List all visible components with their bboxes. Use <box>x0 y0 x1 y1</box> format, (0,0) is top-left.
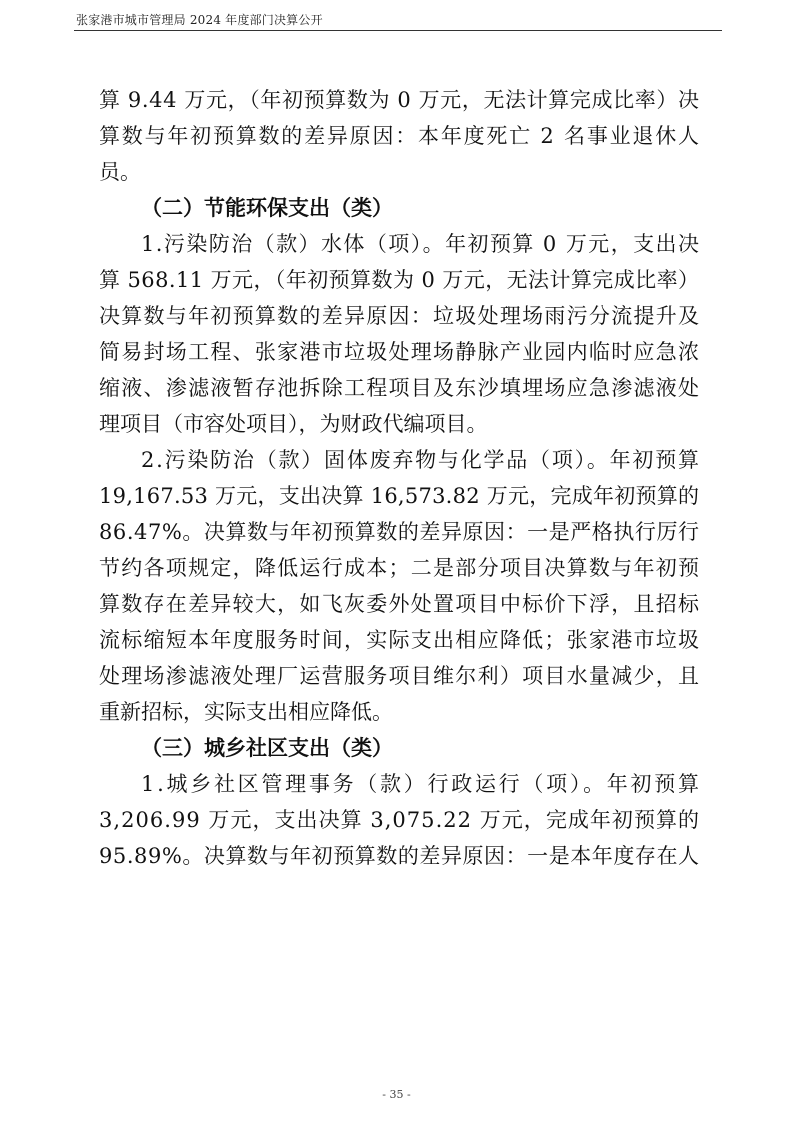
text-line: 1.污染防治（款）水体（项）。年初预算 0 万元，支出决 <box>141 232 701 256</box>
text-line: 算数存在差异较大，如飞灰委外处置项目中标价下浮，且招标 <box>99 592 701 616</box>
section-heading: （二）节能环保支出（类） <box>141 195 393 220</box>
document-body <box>99 82 702 874</box>
text-line: 理项目（市容处项目），为财政代编项目。 <box>99 412 488 436</box>
text-line: 算 568.11 万元，（年初预算数为 0 万元，无法计算完成比率） <box>99 268 700 292</box>
text-line: 决算数与年初预算数的差异原因：垃圾处理场雨污分流提升及 <box>99 304 701 328</box>
text-line: 19,167.53 万元，支出决算 16,573.82 万元，完成年初预算的 <box>99 484 700 508</box>
text-line: 86.47%。决算数与年初预算数的差异原因：一是严格执行厉行 <box>99 520 700 544</box>
paragraph-lines <box>99 82 702 874</box>
text-line: 员。 <box>99 160 141 184</box>
text-line: 流标缩短本年度服务时间，实际支出相应降低；张家港市垃圾 <box>99 628 701 652</box>
section-heading: （三）城乡社区支出（类） <box>141 735 393 760</box>
header-rule <box>74 30 722 31</box>
document-header: 张家港市城市管理局 2024 年度部门决算公开 <box>76 13 323 27</box>
page-number: - 35 - <box>382 1088 411 1101</box>
text-line: 3,206.99 万元，支出决算 3,075.22 万元，完成年初预算的 <box>99 808 701 832</box>
text-line: 1.城乡社区管理事务（款）行政运行（项）。年初预算 <box>141 772 702 796</box>
text-line: 处理场渗滤液处理厂运营服务项目维尔利）项目水量减少，且 <box>99 664 701 688</box>
text-line: 简易封场工程、张家港市垃圾处理场静脉产业园内临时应急浓 <box>99 340 701 364</box>
text-line: 算数与年初预算数的差异原因：本年度死亡 2 名事业退休人 <box>99 124 701 148</box>
text-line: 95.89%。决算数与年初预算数的差异原因：一是本年度存在人 <box>99 844 700 868</box>
text-line: 重新招标，实际支出相应降低。 <box>99 700 393 724</box>
text-line: 节约各项规定，降低运行成本；二是部分项目决算数与年初预 <box>99 556 701 580</box>
text-line: 缩液、渗滤液暂存池拆除工程项目及东沙填埋场应急渗滤液处 <box>99 376 701 400</box>
text-line: 算 9.44 万元，（年初预算数为 0 万元，无法计算完成比率）决 <box>99 88 700 112</box>
text-line: 2.污染防治（款）固体废弃物与化学品（项）。年初预算 <box>141 448 701 472</box>
